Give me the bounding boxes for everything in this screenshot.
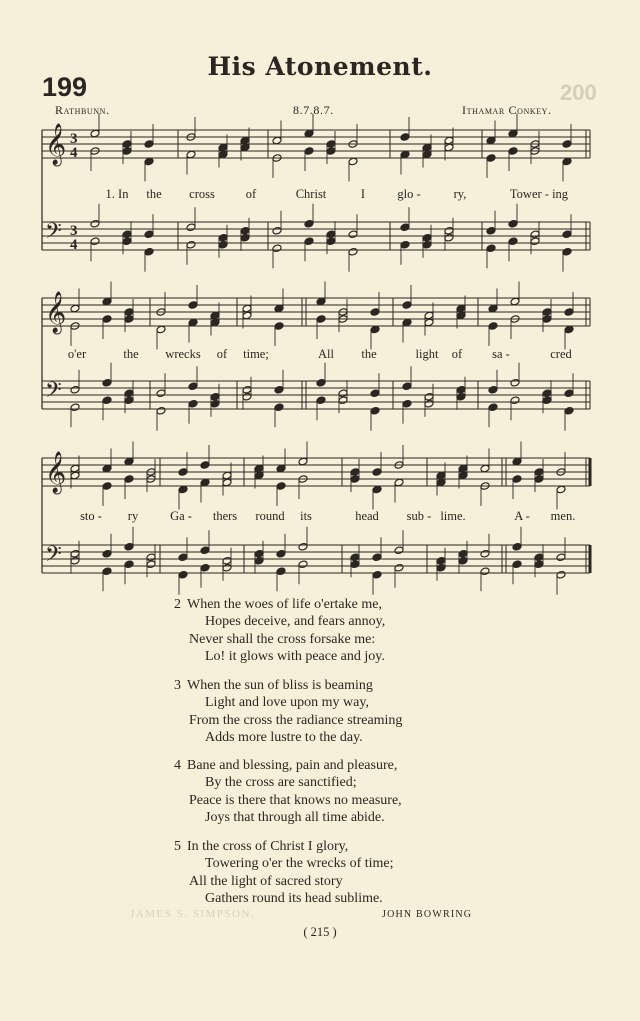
- lyric-syllable: Ga -: [170, 509, 192, 523]
- verse-text: Never shall the cross forsake me:: [189, 631, 376, 647]
- notehead: [510, 297, 520, 306]
- lyric-syllable: head: [355, 509, 379, 523]
- treble-clef: 𝄞: [45, 452, 67, 493]
- notehead: [188, 301, 198, 310]
- notehead: [178, 553, 188, 562]
- verse-text: Gathers round its head sublime.: [205, 890, 383, 906]
- notehead: [350, 553, 360, 562]
- verse-line: [174, 757, 402, 774]
- notehead: [400, 223, 410, 232]
- notehead: [400, 133, 410, 142]
- notehead: [486, 244, 496, 253]
- notehead: [124, 389, 134, 398]
- notehead: [486, 136, 496, 145]
- notehead: [316, 396, 326, 405]
- lyric-syllable: glo -: [397, 187, 421, 201]
- lyric-syllable: ry,: [453, 187, 467, 201]
- notehead: [102, 482, 112, 491]
- notehead: [422, 240, 432, 249]
- notehead: [486, 154, 496, 163]
- notehead: [274, 403, 284, 412]
- notehead: [564, 325, 574, 334]
- notehead: [512, 475, 522, 484]
- notehead: [350, 468, 360, 477]
- lyric-syllable: o'er: [67, 347, 87, 361]
- notehead: [350, 560, 360, 569]
- notehead: [218, 233, 228, 242]
- notehead: [144, 247, 154, 256]
- notehead: [400, 240, 410, 249]
- notehead: [400, 150, 410, 159]
- notehead: [276, 464, 286, 473]
- notehead: [274, 304, 284, 313]
- notehead: [254, 556, 264, 565]
- verse-number: 5: [174, 839, 181, 854]
- notehead: [512, 457, 522, 466]
- notehead: [222, 556, 232, 565]
- verse-line: [174, 809, 402, 826]
- notehead: [348, 247, 358, 256]
- verse-text: When the woes of life o'ertake me,: [187, 597, 382, 612]
- notehead: [562, 140, 572, 149]
- notehead: [122, 230, 132, 239]
- notehead: [326, 230, 336, 239]
- verse-2: [174, 596, 385, 665]
- notehead: [218, 143, 228, 152]
- notehead: [348, 230, 358, 239]
- lyric-syllable: ry: [127, 509, 139, 523]
- notehead: [534, 475, 544, 484]
- notehead: [424, 311, 434, 320]
- notehead: [370, 406, 380, 415]
- notehead: [304, 129, 314, 138]
- notehead: [512, 542, 522, 551]
- notehead: [456, 385, 466, 394]
- notehead: [508, 237, 518, 246]
- verse-line: [174, 873, 394, 890]
- notehead: [534, 468, 544, 477]
- verse-text: When the sun of bliss is beaming: [187, 678, 373, 693]
- notehead: [298, 560, 308, 569]
- notehead: [222, 563, 232, 572]
- notehead: [124, 396, 134, 405]
- lyric-syllable: its: [300, 509, 312, 523]
- verse-text: From the cross the radiance streaming: [189, 712, 403, 728]
- notehead: [488, 304, 498, 313]
- notehead: [70, 464, 80, 473]
- notehead: [402, 382, 412, 391]
- lyric-syllable: All: [318, 347, 334, 361]
- notehead: [372, 468, 382, 477]
- lyric-syllable: A -: [514, 509, 530, 523]
- notehead: [394, 478, 404, 487]
- notehead: [122, 237, 132, 246]
- notehead: [444, 143, 454, 152]
- notehead: [510, 378, 520, 387]
- notehead: [124, 315, 134, 324]
- notehead: [102, 567, 112, 576]
- notehead: [274, 385, 284, 394]
- notehead: [402, 399, 412, 408]
- notehead: [422, 233, 432, 242]
- notehead: [122, 147, 132, 156]
- lyric-syllable: wrecks: [165, 347, 201, 361]
- notehead: [298, 457, 308, 466]
- notehead: [200, 478, 210, 487]
- notehead: [326, 147, 336, 156]
- notehead: [326, 140, 336, 149]
- notehead: [542, 389, 552, 398]
- notehead: [444, 233, 454, 242]
- notehead: [436, 478, 446, 487]
- time-signature: 4: [70, 145, 78, 161]
- lyric-syllable: sto -: [80, 509, 102, 523]
- notehead: [156, 325, 166, 334]
- time-signature: 4: [70, 237, 78, 253]
- notehead: [222, 471, 232, 480]
- notehead: [542, 315, 552, 324]
- notehead: [276, 567, 286, 576]
- lyric-syllable: I: [360, 187, 366, 201]
- notehead: [338, 396, 348, 405]
- verse-4: [174, 757, 402, 826]
- notehead: [242, 311, 252, 320]
- verse-text: Towering o'er the wrecks of time;: [205, 856, 394, 872]
- notehead: [338, 389, 348, 398]
- notehead: [254, 471, 264, 480]
- notehead: [542, 396, 552, 405]
- notehead: [210, 311, 220, 320]
- notehead: [188, 318, 198, 327]
- notehead: [564, 308, 574, 317]
- notehead: [298, 542, 308, 551]
- notehead: [424, 392, 434, 401]
- notehead: [70, 304, 80, 313]
- bass-clef: 𝄢: [45, 542, 62, 572]
- notehead: [178, 468, 188, 477]
- notehead: [272, 226, 282, 235]
- verse-text: Adds more lustre to the day.: [205, 729, 363, 745]
- notehead: [480, 567, 490, 576]
- lyric-syllable: of: [216, 347, 228, 361]
- notehead: [372, 570, 382, 579]
- notehead: [124, 475, 134, 484]
- notehead: [240, 233, 250, 242]
- notehead: [556, 553, 566, 562]
- notehead: [486, 226, 496, 235]
- verse-5: [174, 838, 394, 907]
- notehead: [534, 553, 544, 562]
- notehead: [90, 237, 100, 246]
- notehead: [178, 485, 188, 494]
- notehead: [436, 556, 446, 565]
- notehead: [218, 240, 228, 249]
- notehead: [402, 301, 412, 310]
- notehead: [178, 570, 188, 579]
- lyric-syllable: sub -: [406, 509, 432, 523]
- verse-number: 2: [174, 597, 181, 612]
- verse-line: [174, 631, 385, 648]
- verse-text: Bane and blessing, pain and pleasure,: [187, 758, 398, 773]
- notehead: [304, 219, 314, 228]
- notehead: [424, 318, 434, 327]
- notehead: [530, 237, 540, 246]
- page-number: ( 215 ): [303, 925, 337, 939]
- notehead: [70, 556, 80, 565]
- lyric-syllable: light: [415, 347, 439, 361]
- verse-text: Light and love upon my way,: [205, 695, 369, 711]
- notehead: [102, 378, 112, 387]
- verse-line: [174, 792, 402, 809]
- notehead: [124, 308, 134, 317]
- notehead: [480, 464, 490, 473]
- notehead: [70, 549, 80, 558]
- bleed-through-text: JAMES S. SIMPSON.: [130, 908, 256, 920]
- time-signature: 3: [70, 223, 78, 239]
- notehead: [458, 556, 468, 565]
- notehead: [200, 461, 210, 470]
- notehead: [186, 150, 196, 159]
- notehead: [144, 140, 154, 149]
- notehead: [124, 457, 134, 466]
- notehead: [436, 563, 446, 572]
- notehead: [102, 549, 112, 558]
- notehead: [562, 157, 572, 166]
- lyric-syllable: men.: [550, 509, 576, 523]
- notehead: [370, 308, 380, 317]
- notehead: [564, 389, 574, 398]
- notehead: [348, 157, 358, 166]
- lyric-syllable: time;: [243, 347, 269, 361]
- verse-line: [174, 694, 402, 711]
- lyric-syllable: Christ: [295, 187, 327, 201]
- verse-number: 4: [174, 758, 181, 773]
- notehead: [456, 392, 466, 401]
- notehead: [144, 230, 154, 239]
- notehead: [556, 485, 566, 494]
- verse-line: [174, 838, 394, 855]
- verse-text: Lo! it glows with peace and joy.: [205, 648, 385, 664]
- notehead: [510, 396, 520, 405]
- notehead: [422, 143, 432, 152]
- notehead: [210, 399, 220, 408]
- verse-text: Hopes deceive, and fears annoy,: [205, 614, 386, 630]
- notehead: [188, 399, 198, 408]
- verse-line: [174, 855, 394, 872]
- bass-clef: 𝄢: [45, 378, 62, 408]
- verse-text: All the light of sacred story: [189, 873, 343, 889]
- notehead: [254, 549, 264, 558]
- notehead: [276, 482, 286, 491]
- notehead: [146, 553, 156, 562]
- notehead: [564, 406, 574, 415]
- notehead: [370, 325, 380, 334]
- verse-line: [174, 774, 402, 791]
- treble-clef: 𝄞: [45, 292, 67, 333]
- verse-line: [174, 648, 385, 665]
- notehead: [394, 563, 404, 572]
- notehead: [326, 237, 336, 246]
- notehead: [530, 230, 540, 239]
- notehead: [186, 223, 196, 232]
- lyric-syllable: lime.: [440, 509, 466, 523]
- notehead: [200, 546, 210, 555]
- verse-line: [174, 613, 385, 630]
- notehead: [242, 304, 252, 313]
- bass-clef: 𝄢: [45, 219, 62, 249]
- lyric-rows: [68, 187, 575, 523]
- notehead: [70, 385, 80, 394]
- notehead: [424, 399, 434, 408]
- notehead: [240, 136, 250, 145]
- lyric-syllable: the: [146, 187, 162, 201]
- notehead: [272, 136, 282, 145]
- lyric-syllable: of: [451, 347, 463, 361]
- notehead: [124, 542, 134, 551]
- notehead: [458, 471, 468, 480]
- lyric-syllable: of: [245, 187, 257, 201]
- lyric-syllable: 1. In: [105, 187, 129, 201]
- notehead: [534, 560, 544, 569]
- composer: Ithamar Conkey.: [462, 103, 552, 117]
- verse-line: [174, 712, 402, 729]
- notehead: [402, 318, 412, 327]
- notehead: [272, 244, 282, 253]
- notehead: [254, 464, 264, 473]
- verse-text: Joys that through all time abide.: [205, 809, 385, 825]
- lyric-syllable: thers: [212, 509, 238, 523]
- verse-text: In the cross of Christ I glory,: [187, 839, 349, 854]
- notehead: [456, 311, 466, 320]
- notehead: [316, 315, 326, 324]
- notehead: [102, 315, 112, 324]
- notehead: [394, 546, 404, 555]
- notehead: [422, 150, 432, 159]
- lyric-syllable: cross: [189, 187, 215, 201]
- treble-clef: 𝄞: [45, 124, 67, 165]
- notehead: [556, 570, 566, 579]
- notehead: [444, 226, 454, 235]
- notehead: [276, 549, 286, 558]
- notehead: [562, 230, 572, 239]
- lyric-syllable: sa -: [492, 347, 510, 361]
- lyric-syllable: the: [123, 347, 139, 361]
- notehead: [372, 553, 382, 562]
- notehead: [458, 464, 468, 473]
- notehead: [274, 322, 284, 331]
- lyric-syllable: Tower - ing: [509, 187, 569, 201]
- verse-text: By the cross are sanctified;: [205, 775, 357, 791]
- notehead: [188, 382, 198, 391]
- notehead: [562, 247, 572, 256]
- verse-line: [174, 596, 385, 613]
- notehead: [122, 140, 132, 149]
- time-signature: 3: [70, 131, 78, 147]
- notehead: [240, 226, 250, 235]
- notehead: [508, 219, 518, 228]
- hymn-title: His Atonement.: [207, 52, 433, 81]
- notehead: [210, 318, 220, 327]
- notehead: [200, 563, 210, 572]
- verse-3: [174, 677, 402, 746]
- verse-line: [174, 729, 402, 746]
- notehead: [156, 406, 166, 415]
- notehead: [350, 475, 360, 484]
- lyric-syllable: cred: [550, 347, 572, 361]
- notehead: [508, 147, 518, 156]
- notehead: [316, 297, 326, 306]
- notehead: [242, 392, 252, 401]
- notehead: [70, 471, 80, 480]
- facing-page-number: 200: [560, 80, 597, 105]
- notehead: [316, 378, 326, 387]
- notehead: [542, 308, 552, 317]
- notehead: [370, 389, 380, 398]
- notehead: [218, 150, 228, 159]
- notehead: [488, 385, 498, 394]
- notehead: [102, 396, 112, 405]
- notehead: [480, 549, 490, 558]
- notehead: [186, 240, 196, 249]
- notehead: [488, 403, 498, 412]
- notehead: [222, 478, 232, 487]
- notehead: [304, 147, 314, 156]
- lyric-syllable: the: [361, 347, 377, 361]
- notehead: [304, 237, 314, 246]
- notehead: [124, 560, 134, 569]
- notehead: [458, 549, 468, 558]
- notehead: [210, 392, 220, 401]
- notehead: [512, 560, 522, 569]
- notehead: [456, 304, 466, 313]
- notehead: [240, 143, 250, 152]
- author: JOHN BOWRING: [382, 909, 473, 920]
- notehead: [444, 136, 454, 145]
- notehead: [146, 560, 156, 569]
- notehead: [372, 485, 382, 494]
- notehead: [242, 385, 252, 394]
- verse-line: [174, 890, 394, 907]
- notehead: [488, 322, 498, 331]
- notehead: [156, 389, 166, 398]
- verse-text: Peace is there that knows no measure,: [189, 792, 402, 808]
- verse-number: 3: [174, 678, 181, 693]
- lyric-syllable: round: [255, 509, 285, 523]
- tune-name: Rathbunn.: [55, 103, 110, 117]
- meter: 8.7.8.7.: [293, 103, 334, 117]
- hymn-number: 199: [42, 72, 88, 102]
- notehead: [102, 464, 112, 473]
- notehead: [436, 471, 446, 480]
- notehead: [102, 297, 112, 306]
- notehead: [144, 157, 154, 166]
- notehead: [70, 403, 80, 412]
- notehead: [90, 129, 100, 138]
- verse-line: [174, 677, 402, 694]
- notehead: [508, 129, 518, 138]
- notehead: [90, 219, 100, 228]
